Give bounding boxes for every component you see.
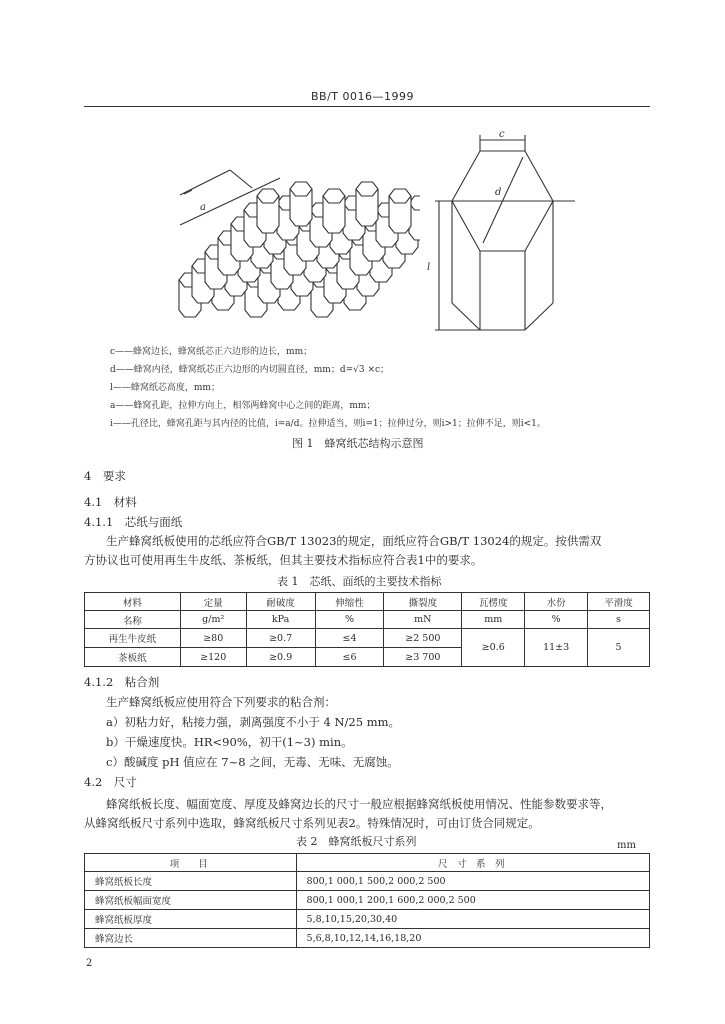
legend-line-a: a——蜂窝孔距，拉伸方向上，相邻两蜂窝中心之间的距离，mm；	[110, 401, 376, 411]
table-row	[85, 891, 650, 910]
section-4-2-title: 4.2 尺寸	[84, 775, 137, 789]
table1-unit: mN	[384, 611, 462, 629]
section-4-1-1-para-2: 方协议也可使用再生牛皮纸、茶板纸，但其主要技术指标应符合表1中的要求。	[84, 553, 483, 567]
label-c: c	[499, 129, 505, 140]
table2-cell: 蜂窝纸板厚度	[85, 910, 297, 929]
table1-unit: kPa	[246, 611, 315, 629]
table2-header: 项 目	[85, 854, 297, 872]
table2-cell: 蜂窝纸板幅面宽度	[85, 891, 297, 910]
table1-header: 瓦楞度	[462, 593, 525, 611]
label-a: a	[200, 202, 206, 213]
section-4-2-para-1: 蜂窝纸板长度、幅面宽度、厚度及蜂窝边长的尺寸一般应根据蜂窝纸板使用情况、性能参数要求等，	[106, 797, 612, 811]
table1-header: 撕裂度	[384, 593, 462, 611]
honeycomb-core-illustration	[160, 150, 420, 340]
table1-header: 材料	[85, 593, 181, 611]
table2-cell: 蜂窝边长	[85, 929, 297, 948]
section-4-1-title: 4.1 材料	[84, 495, 137, 509]
section-4-1-1-para-1: 生产蜂窝纸板使用的芯纸应符合GB/T 13023的规定，面纸应符合GB/T 13024的规定。按供需双	[106, 534, 602, 548]
table1	[84, 592, 650, 667]
section-4-1-1-title: 4.1.1 芯纸与面纸	[84, 515, 183, 529]
honeycomb-cell	[389, 189, 411, 203]
table1-merged-cell: 11±3	[525, 629, 588, 667]
table1-cell: ≥0.7	[246, 629, 315, 648]
table1-cell: ≥2 500	[384, 629, 462, 648]
table1-merged-cell: ≥0.6	[462, 629, 525, 667]
table1-cell: ≥80	[180, 629, 246, 648]
section-4-2-para-2: 从蜂窝纸板尺寸系列中选取，蜂窝纸板尺寸系列见表2。特殊情况时，可由订货合同规定。	[84, 816, 540, 830]
table1-header: 耐破度	[246, 593, 315, 611]
table-row	[85, 629, 650, 648]
table1-header: 定量	[180, 593, 246, 611]
table1-cell: ≥3 700	[384, 648, 462, 667]
table1-header: 平滑度	[588, 593, 650, 611]
section-4-1-2-title: 4.1.2 粘合剂	[84, 675, 160, 689]
table1-cell: 再生牛皮纸	[85, 629, 181, 648]
table1-cell: ≤6	[315, 648, 384, 667]
honeycomb-cell	[323, 189, 345, 203]
table2-cell: 5,8,10,15,20,30,40	[296, 910, 649, 929]
page-number: 2	[86, 958, 93, 969]
table2	[84, 853, 650, 948]
section-4-1-2-intro: 生产蜂窝纸板应使用符合下列要求的粘合剂：	[106, 695, 336, 709]
table1-unit: %	[315, 611, 384, 629]
table1-unit: mm	[462, 611, 525, 629]
honeycomb-cell	[290, 182, 312, 196]
header-rule	[84, 106, 650, 107]
legend-line-c: c——蜂窝边长，蜂窝纸芯正六边形的边长，mm；	[110, 347, 313, 357]
table2-cell: 800,1 000,1 200,1 600,2 000,2 500	[296, 891, 649, 910]
honeycomb-cell	[257, 189, 279, 203]
table1-header: 伸缩性	[315, 593, 384, 611]
table1-caption: 表 1 芯纸、面纸的主要技术指标	[277, 575, 442, 588]
table1-cell: 茶板纸	[85, 648, 181, 667]
figure-caption: 图 1 蜂窝纸芯结构示意图	[292, 437, 424, 450]
table2-cell: 800,1 000,1 500,2 000,2 500	[296, 872, 649, 891]
table-row	[85, 929, 650, 948]
table2-caption: 表 2 蜂窝纸板尺寸系列	[296, 835, 417, 848]
single-cell-illustration	[425, 125, 585, 340]
list-item: a）初粘力好，粘接力强，剥离强度不小于 4 N/25 mm。	[106, 715, 401, 729]
table1-cell: ≥0.9	[246, 648, 315, 667]
page-header-code: BB/T 0016—1999	[311, 90, 415, 103]
table2-cell: 蜂窝纸板长度	[85, 872, 297, 891]
table-row	[85, 910, 650, 929]
table1-unit: g/m²	[180, 611, 246, 629]
table1-unit: s	[588, 611, 650, 629]
label-d: d	[495, 187, 502, 198]
table1-header: 水份	[525, 593, 588, 611]
legend-line-i: i——孔径比，蜂窝孔距与其内径的比值，i=a/d。拉伸适当，则i=1；拉伸过分，则i>1；拉伸不足，则i<1。	[110, 419, 546, 429]
section-4-title: 4 要求	[84, 469, 126, 483]
table-row	[85, 872, 650, 891]
table2-unit: mm	[617, 840, 636, 851]
table2-cell: 5,6,8,10,12,14,16,18,20	[296, 929, 649, 948]
legend-line-l: l——蜂窝纸芯高度，mm；	[110, 383, 220, 393]
honeycomb-cell	[356, 182, 378, 196]
table1-merged-cell: 5	[588, 629, 650, 667]
label-l: l	[427, 262, 431, 273]
table1-unit: 名称	[85, 611, 181, 629]
table2-header: 尺 寸 系 列	[296, 854, 649, 872]
legend-line-d: d——蜂窝内径，蜂窝纸芯正六边形的内切圆直径，mm；d=√3 ×c；	[110, 365, 390, 375]
list-item: c）酸碱度 pH 值应在 7~8 之间，无毒、无味、无腐蚀。	[106, 755, 399, 769]
list-item: b）干燥速度快。HR<90%，初干(1~3) min。	[106, 735, 353, 749]
table1-cell: ≥120	[180, 648, 246, 667]
table1-cell: ≤4	[315, 629, 384, 648]
table1-unit: %	[525, 611, 588, 629]
